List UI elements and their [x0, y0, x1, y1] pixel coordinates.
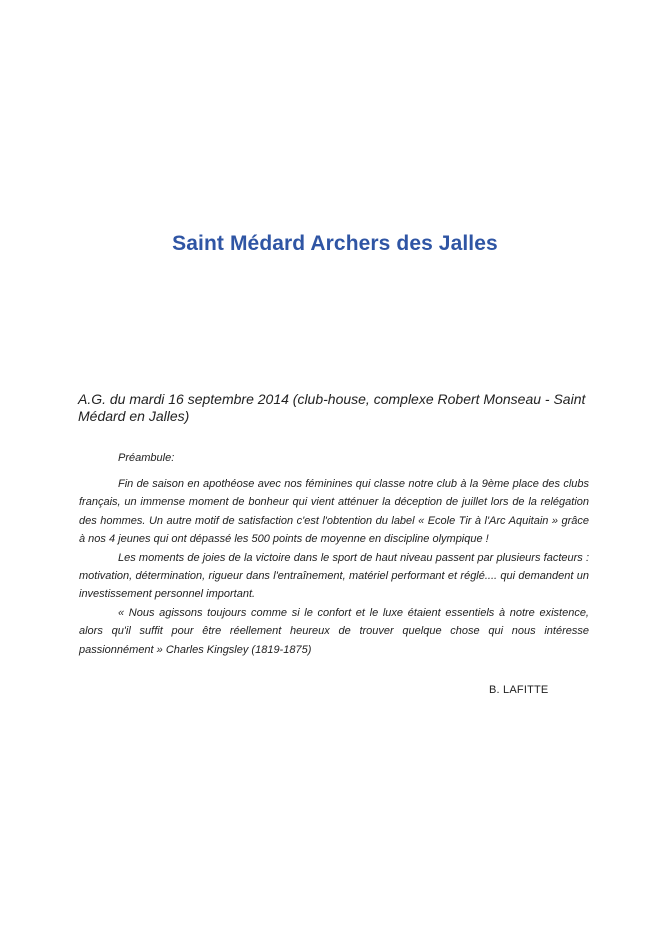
meeting-subtitle: A.G. du mardi 16 septembre 2014 (club-house, complexe Robert Monseau - Saint Médard en Jalles)	[78, 391, 586, 424]
signature: B. LAFITTE	[489, 684, 549, 696]
document-title: Saint Médard Archers des Jalles	[172, 232, 498, 255]
preamble-body	[79, 475, 589, 659]
paragraph-quote: « Nous agissons toujours comme si le confort et le luxe étaient essentiels à notre existence, alors qu'il suffit pour être réellement heureux de trouver quelque chose qui nous intéresse passionnément » Charles Kingsley (1819-1875)	[79, 606, 589, 656]
paragraph-season-summary: Fin de saison en apothéose avec nos féminines qui classe notre club à la 9ème place des clubs français, un immense moment de bonheur qui vient atténuer la déception de juillet lors de la relégation des hommes. Un autre motif de satisfaction c'est l'obtention du label « Ecole Tir à l'Arc Aquitain » grâce à nos 4 jeunes qui ont dépassé les 500 points de moyenne en discipline olympique !	[79, 478, 589, 546]
paragraph-victory-factors: Les moments de joies de la victoire dans le sport de haut niveau passent par plusieurs facteurs : motivation, détermination, rigueur dans l'entraînement, matériel performant et réglé.... qui demandent un investissement personnel important.	[79, 551, 589, 601]
preamble-label: Préambule:	[118, 452, 175, 464]
